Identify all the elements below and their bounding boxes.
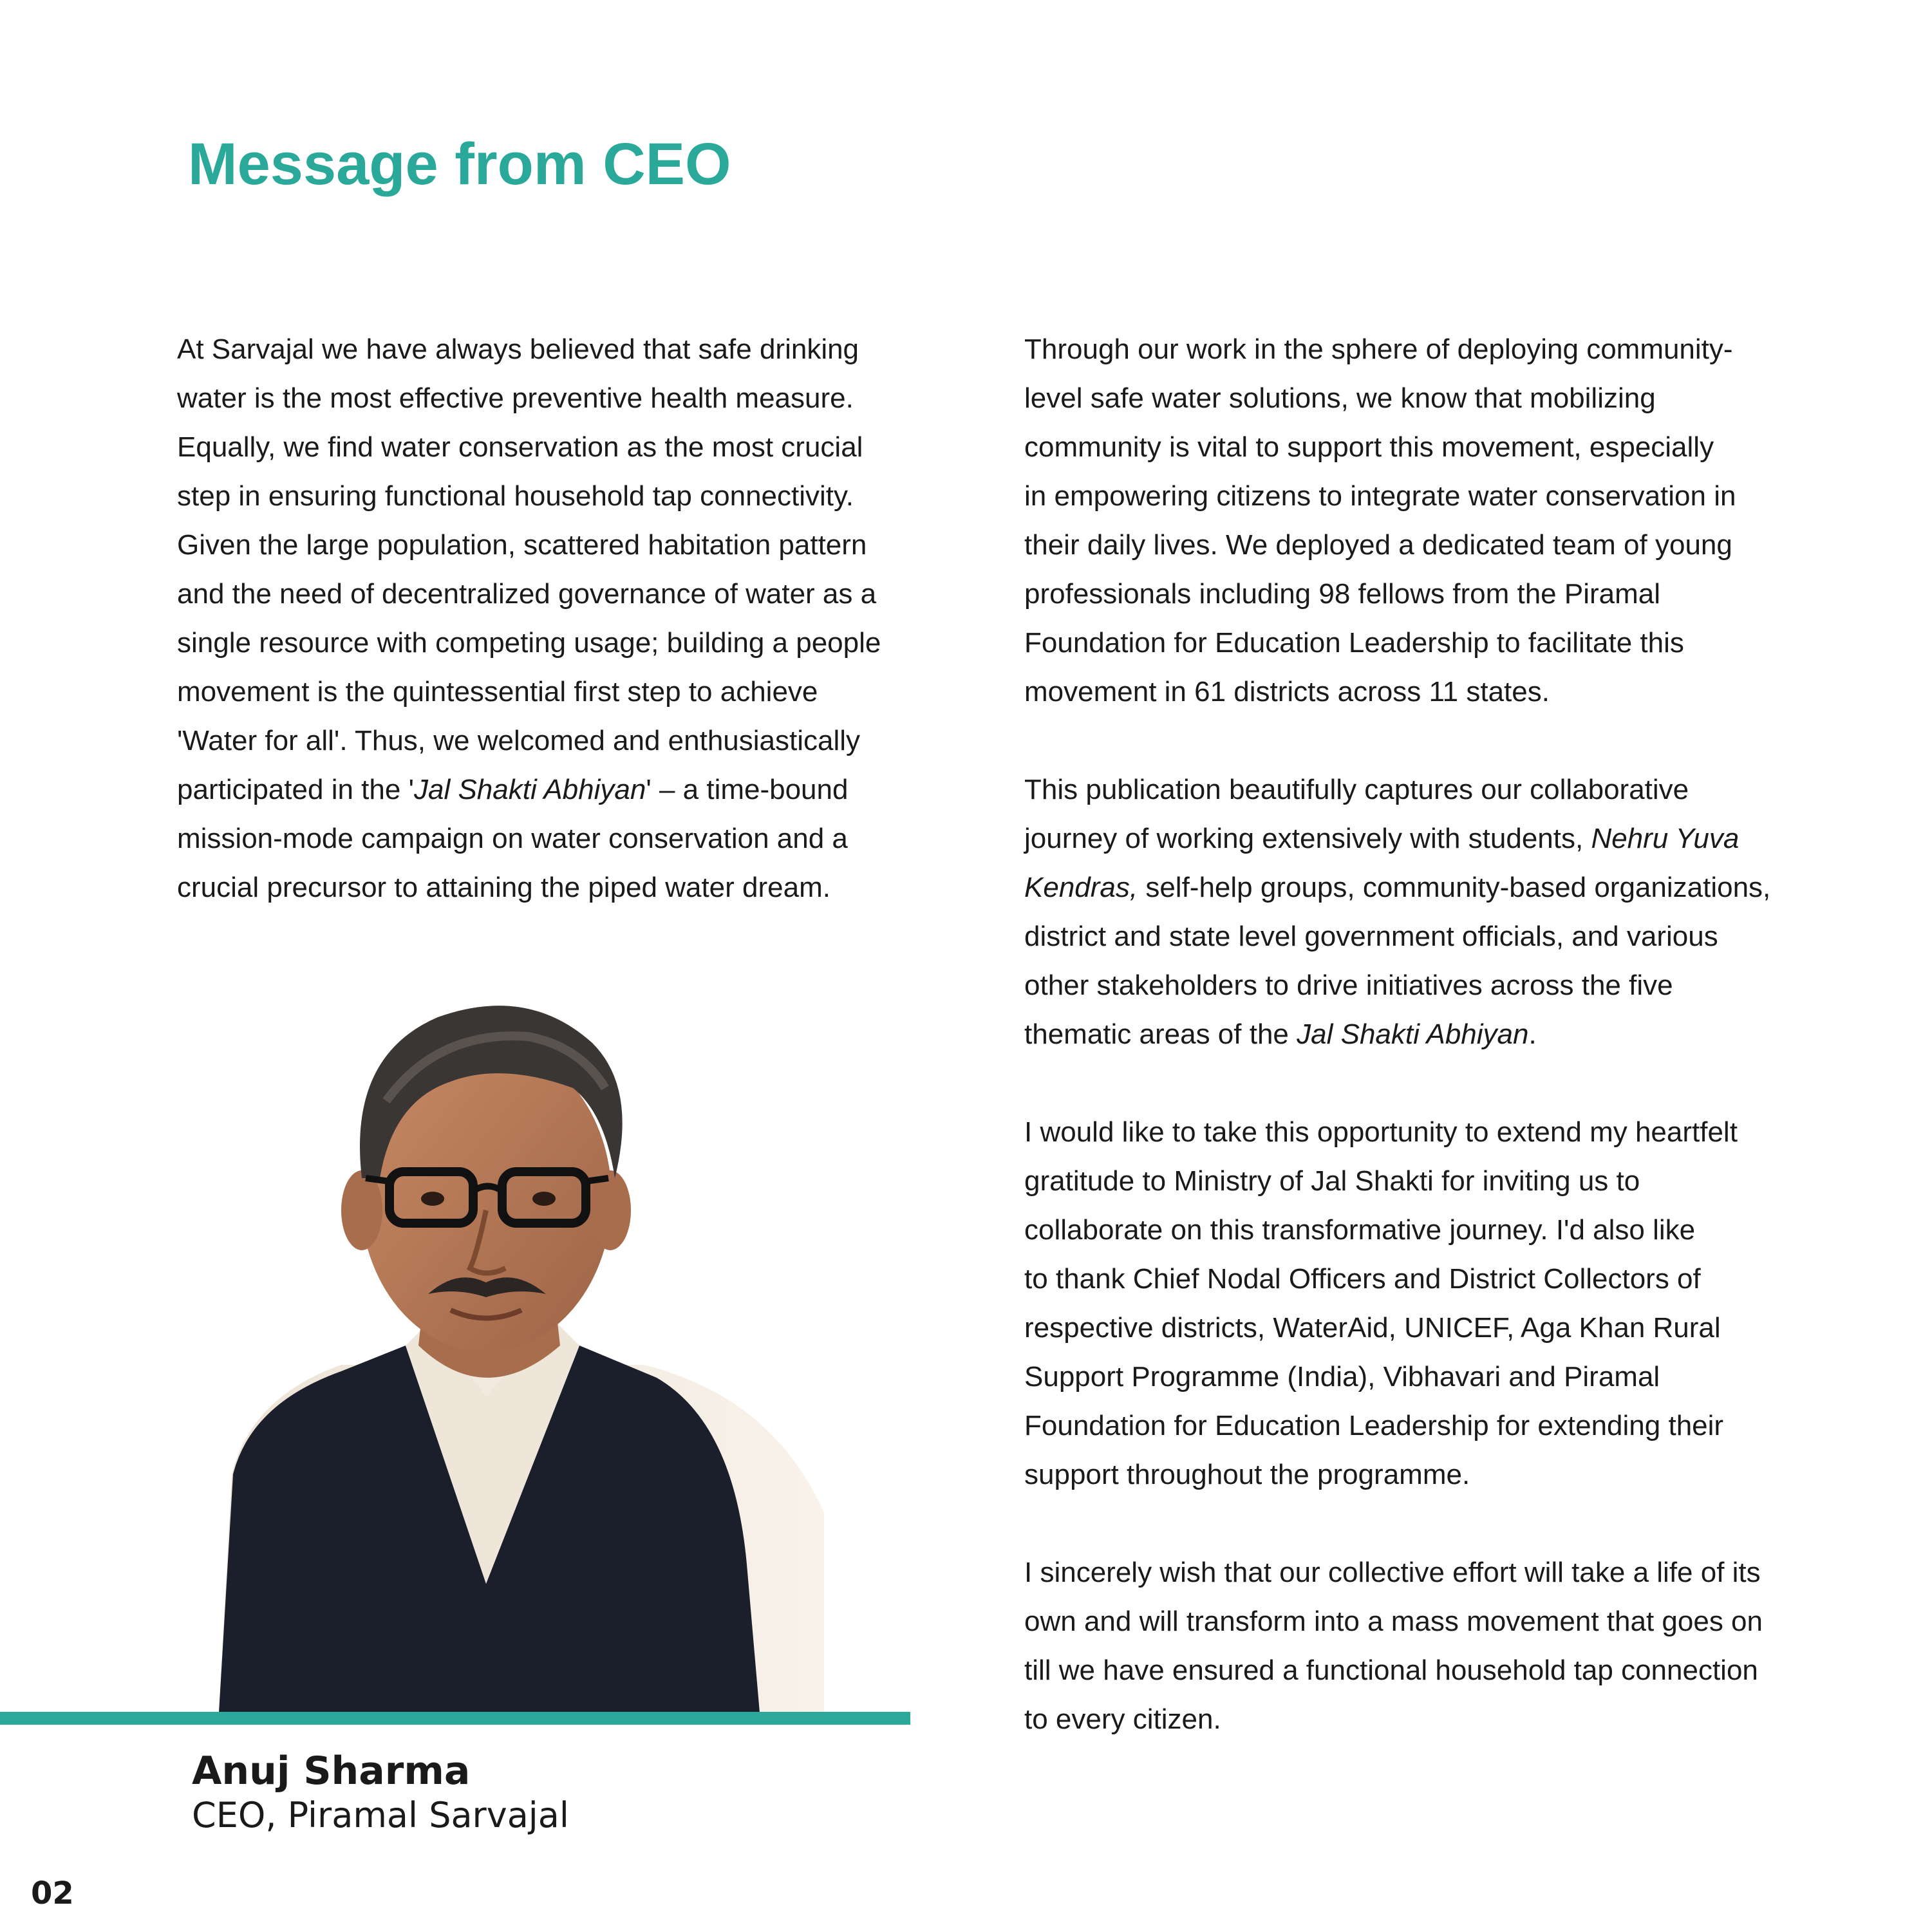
text-fragment: ' – a time-bound [646, 774, 849, 805]
text-line: step in ensuring functional household tap connectivity. [177, 480, 854, 512]
text-line: crucial precursor to attaining the piped water dream. [177, 872, 830, 903]
left-column-text [177, 325, 950, 961]
text-line: professionals including 98 fellows from the Piramal [1024, 578, 1661, 610]
text-line: level safe water solutions, we know that mobilizing [1024, 382, 1656, 414]
text-line: 'Water for all'. Thus, we welcomed and enthusiastically [177, 725, 861, 756]
text-line: till we have ensured a functional household tap connection [1024, 1655, 1758, 1686]
text-line: collaborate on this transformative journey. I'd also like [1024, 1214, 1696, 1246]
text-line: in empowering citizens to integrate water conservation in [1024, 480, 1736, 512]
right-paragraph-4 [1024, 1548, 1861, 1744]
text-line: other stakeholders to drive initiatives across the five [1024, 970, 1673, 1001]
italic-term: Jal Shakti Abhiyan [413, 774, 646, 805]
text-line: Through our work in the sphere of deploying community- [1024, 333, 1733, 365]
text-line: respective districts, WaterAid, UNICEF, Aga Khan Rural [1024, 1312, 1721, 1344]
right-paragraph-3 [1024, 1108, 1861, 1499]
text-fragment: thematic areas of the [1024, 1018, 1297, 1050]
text-fragment: . [1528, 1018, 1537, 1050]
text-line: movement is the quintessential first step to achieve [177, 676, 818, 708]
text-line: water is the most effective preventive health measure. [177, 382, 854, 414]
accent-divider-bar [0, 1712, 910, 1725]
text-line [1024, 814, 1861, 863]
text-line: Given the large population, scattered habitation pattern [177, 529, 867, 561]
text-line: I sincerely wish that our collective effort will take a life of its [1024, 1557, 1761, 1588]
text-line: their daily lives. We deployed a dedicated team of young [1024, 529, 1732, 561]
text-line: and the need of decentralized governance of water as a [177, 578, 877, 610]
text-line [1024, 1010, 1861, 1059]
right-paragraph-2 [1024, 765, 1861, 1059]
italic-term: Jal Shakti Abhiyan [1297, 1018, 1529, 1050]
page-number: 02 [31, 1875, 74, 1911]
right-column-text [1024, 325, 1861, 1793]
text-line: Foundation for Education Leadership to facilitate this [1024, 627, 1684, 659]
text-line: movement in 61 districts across 11 states. [1024, 676, 1550, 708]
signatory-name: Anuj Sharma [192, 1749, 471, 1794]
text-line: single resource with competing usage; building a people [177, 627, 881, 659]
text-fragment: journey of working extensively with students, [1024, 823, 1591, 854]
text-line: Equally, we find water conservation as the most crucial [177, 431, 863, 463]
text-line: This publication beautifully captures our collaborative [1024, 774, 1689, 805]
text-line: to thank Chief Nodal Officers and District Collectors of [1024, 1263, 1701, 1295]
text-line: community is vital to support this movement, especially [1024, 431, 1714, 463]
page-title: Message from CEO [188, 131, 731, 197]
text-line: I would like to take this opportunity to extend my heartfelt [1024, 1116, 1738, 1148]
signatory-role: CEO, Piramal Sarvajal [192, 1795, 569, 1835]
text-fragment: participated in the ' [177, 774, 414, 805]
text-line: mission-mode campaign on water conservation and a [177, 823, 848, 854]
text-line: Foundation for Education Leadership for extending their [1024, 1410, 1724, 1441]
text-line [177, 765, 950, 814]
text-line: Support Programme (India), Vibhavari and Piramal [1024, 1361, 1660, 1393]
text-line: own and will transform into a mass movement that goes on [1024, 1606, 1763, 1637]
text-line: At Sarvajal we have always believed that safe drinking [177, 333, 859, 365]
text-fragment: self-help groups, community-based organizations, [1138, 872, 1771, 903]
text-line: gratitude to Ministry of Jal Shakti for inviting us to [1024, 1165, 1640, 1197]
text-line: to every citizen. [1024, 1703, 1221, 1735]
left-paragraph [177, 325, 950, 912]
italic-term: Kendras, [1024, 872, 1138, 903]
text-line: district and state level government officials, and various [1024, 921, 1718, 952]
italic-term: Nehru Yuva [1591, 823, 1740, 854]
text-line [1024, 863, 1861, 912]
right-paragraph-1 [1024, 325, 1861, 717]
ceo-portrait [193, 985, 824, 1712]
text-line: support throughout the programme. [1024, 1459, 1470, 1490]
